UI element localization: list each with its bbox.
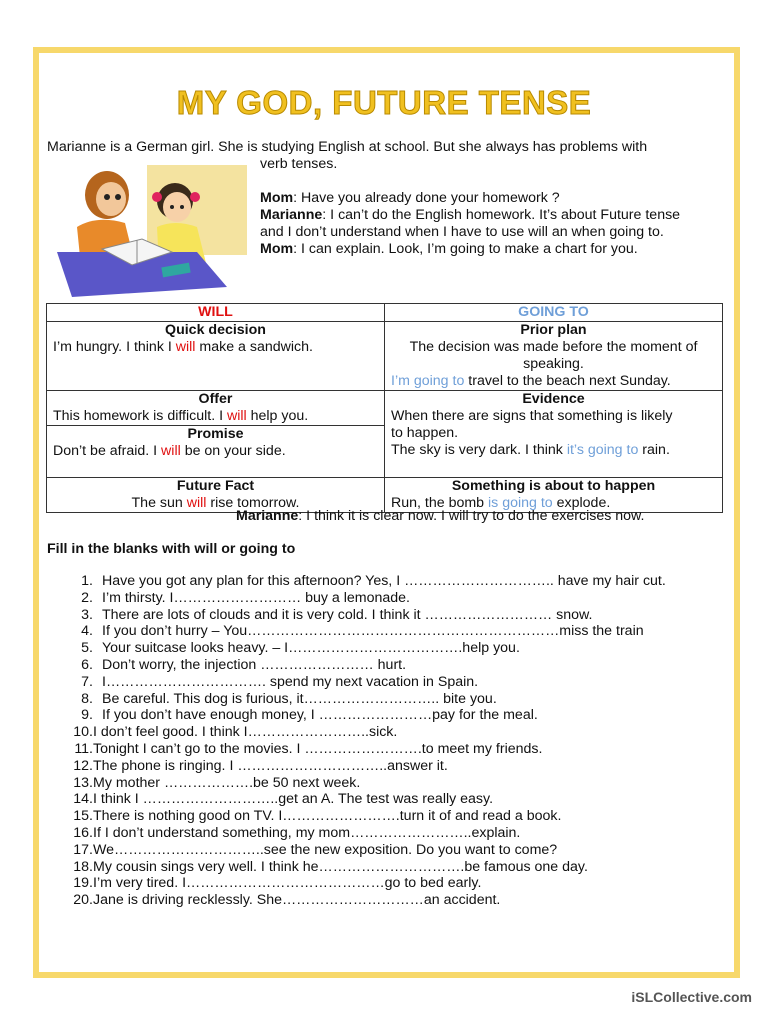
exercise-text: Don’t worry, the injection …………………… hurt. [102, 656, 407, 673]
will-keyword: will [186, 495, 207, 511]
exercise-number: 4. [81, 623, 93, 640]
exercise-item [47, 875, 666, 892]
about-pre: Run, the bomb [391, 495, 489, 511]
exercise-list [47, 573, 666, 909]
exercise-text: Be careful. This dog is furious, it……………………….. bite you. [102, 690, 497, 707]
exercise-item [47, 657, 666, 674]
exercise-text: I’m very tired. I……………………………………go to bed early. [93, 875, 482, 892]
homework-illustration [47, 157, 247, 300]
will-keyword: will [226, 408, 247, 424]
exercise-instruction: Fill in the blanks with will or going to [47, 541, 296, 557]
exercise-item [47, 691, 666, 708]
exercise-number: 6. [81, 656, 93, 673]
prior-line-1: The decision was made before the moment of [409, 339, 698, 355]
exercise-number: 1. [81, 573, 93, 589]
exercise-item [47, 758, 666, 775]
evidence-pre: The sky is very dark. I think [391, 442, 567, 458]
exercise-text: Your suitcase looks heavy. – I……………………………….help you. [102, 640, 520, 657]
exercise-item [47, 775, 666, 792]
exercise-text: My cousin sings very well. I think he………………………….be famous one day. [93, 858, 588, 875]
exercise-text: The phone is ringing. I …………………………..answer it. [93, 757, 448, 774]
fact-pre: The sun [131, 495, 187, 511]
exercise-number: 13. [73, 774, 93, 791]
quick-pre: I’m hungry. I think I [53, 339, 176, 355]
exercise-item [47, 674, 666, 691]
exercise-number: 9. [81, 707, 93, 724]
exercise-number: 20. [73, 892, 93, 909]
exercise-text: I……………………………. spend my next vacation in Spain. [102, 673, 479, 690]
evidence-title: Evidence [522, 391, 585, 407]
offer-promise-cell [47, 391, 385, 478]
will-keyword: will [161, 443, 181, 459]
exercise-text: I’m thirsty. I……………………… buy a lemonade. [102, 589, 410, 606]
exercise-number: 5. [81, 640, 93, 657]
exercise-item [47, 808, 666, 825]
dialog-text: : Have you already done your homework ? [293, 190, 560, 206]
evidence-line-1: When there are signs that something is likely [391, 408, 673, 424]
fact-post: rise tomorrow. [206, 495, 300, 511]
going-to-keyword: I’m going to [391, 373, 465, 389]
exercise-number: 16. [73, 824, 93, 841]
going-to-keyword: it’s going to [566, 442, 639, 458]
exercise-item [47, 724, 666, 741]
dialog-line [260, 241, 730, 258]
prior-line-2: speaking. [523, 356, 584, 372]
exercise-text: There are lots of clouds and it is very cold. I think it ……………………… snow. [102, 606, 593, 623]
exercise-number: 11. [74, 740, 93, 757]
dialog-line [260, 190, 730, 207]
speaker: Marianne [236, 508, 299, 524]
dialog-line [260, 207, 730, 224]
about-post: explode. [552, 495, 611, 511]
exercise-text: My mother ……………….be 50 next week. [93, 774, 361, 791]
exercise-item [47, 590, 666, 607]
going-to-header: GOING TO [385, 304, 723, 322]
exercise-number: 3. [81, 606, 93, 623]
exercise-number: 18. [73, 858, 93, 875]
exercise-text: Have you got any plan for this afternoon? Yes, I ………………………….. have my hair cut. [102, 573, 666, 589]
exercise-item [47, 892, 666, 909]
offer-post: help you. [246, 408, 309, 424]
evidence-post: rain. [638, 442, 670, 458]
evidence-line-2: to happen. [391, 425, 459, 441]
prior-post: travel to the beach next Sunday. [464, 373, 671, 389]
exercise-number: 7. [81, 673, 93, 690]
exercise-item [47, 707, 666, 724]
exercise-text: We…………………………..see the new exposition. Do you want to come? [93, 841, 558, 858]
offer-block [47, 391, 384, 426]
dialog-line [260, 224, 730, 241]
exercise-item [47, 640, 666, 657]
exercise-number: 14. [73, 791, 93, 808]
exercise-text: If you don’t have enough money, I ……………………pay for the meal. [102, 707, 538, 724]
going-to-keyword: is going to [488, 495, 553, 511]
closing-text: : I think it is clear now. I will try to do the exercises now. [298, 508, 645, 524]
exercise-item [47, 607, 666, 624]
promise-post: be on your side. [180, 443, 286, 459]
promise-title: Promise [187, 426, 244, 442]
dialog-text: : I can explain. Look, I’m going to make a chart for you. [293, 241, 638, 257]
quick-decision-title: Quick decision [165, 322, 266, 338]
will-keyword: will [175, 339, 196, 355]
exercise-text: If I don’t understand something, my mom……………………..explain. [93, 824, 521, 841]
quick-post: make a sandwich. [195, 339, 313, 355]
exercise-item [47, 623, 666, 640]
exercise-text: If you don’t hurry – You…………………………………………………………miss the train [102, 623, 644, 640]
offer-title: Offer [198, 391, 233, 407]
about-to-happen-title: Something is about to happen [451, 478, 656, 494]
exercise-number: 19. [73, 875, 93, 892]
exercise-number: 15. [73, 808, 93, 825]
exercise-text: Jane is driving recklessly. She…………………………an accident. [93, 892, 501, 909]
future-tense-chart [46, 303, 723, 513]
exercise-number: 17. [73, 841, 93, 858]
quick-decision-cell [47, 322, 385, 391]
prior-plan-cell [385, 322, 723, 391]
exercise-text: I don’t feel good. I think I……………………..sick. [93, 724, 398, 741]
will-header: WILL [47, 304, 385, 322]
exercise-item [47, 842, 666, 859]
offer-pre: This homework is difficult. I [53, 408, 227, 424]
future-fact-title: Future Fact [176, 478, 255, 494]
promise-pre: Don’t be afraid. I [53, 443, 162, 459]
promise-block [47, 426, 384, 477]
exercise-item [47, 573, 666, 590]
page-title: MY GOD, FUTURE TENSE [176, 84, 592, 121]
exercise-text: I think I ………………………..get an A. The test was really easy. [93, 791, 494, 808]
dialog [260, 190, 730, 258]
prior-plan-title: Prior plan [520, 322, 587, 338]
dialog-text: : I can’t do the English homework. It’s about Future tense [322, 207, 681, 223]
dialog-text: and I don’t understand when I have to use will an when going to. [260, 224, 664, 240]
exercise-text: There is nothing good on TV. I…………………….turn it of and read a book. [93, 808, 562, 825]
exercise-text: Tonight I can’t go to the movies. I …………………….to meet my friends. [93, 740, 543, 757]
speaker: Marianne [260, 207, 323, 223]
exercise-item [47, 825, 666, 842]
exercise-number: 10. [73, 724, 93, 741]
exercise-item [47, 791, 666, 808]
intro-line-1: Marianne is a German girl. She is studying English at school. But she always has problems with [47, 139, 648, 155]
closing-line [236, 508, 644, 525]
intro-line-2: verb tenses. [260, 156, 338, 172]
speaker: Mom [260, 190, 294, 206]
site-watermark: iSLCollective.com [631, 989, 752, 1005]
exercise-item [47, 859, 666, 876]
evidence-cell [385, 391, 723, 478]
exercise-number: 2. [81, 589, 93, 606]
speaker: Mom [260, 241, 294, 257]
exercise-number: 12. [73, 757, 93, 774]
exercise-item [47, 741, 666, 758]
exercise-number: 8. [81, 690, 93, 707]
